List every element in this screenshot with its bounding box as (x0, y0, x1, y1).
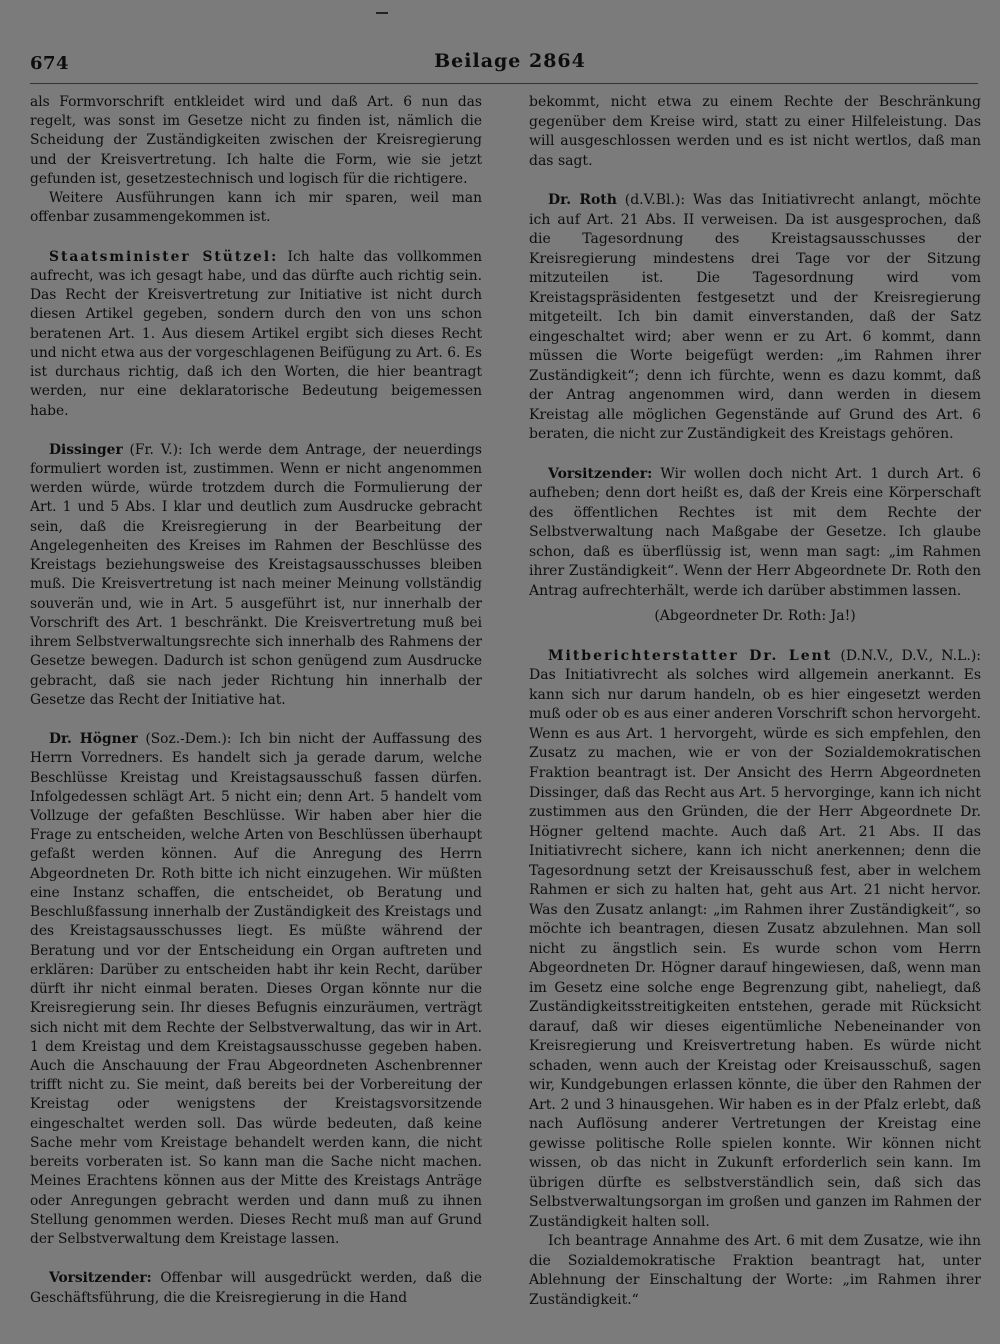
printer-mark (376, 12, 388, 14)
paragraph-text: Offenbar will ausgedrückt werden, daß die Geschäftsführung, die die Kreisregierung in die Hand (30, 1270, 482, 1306)
interjection: (Abgeordneter Dr. Roth: Ja!) (654, 608, 856, 625)
paragraph-text: (Fr. V.): Ich werde dem Antrage, der neuerdings formuliert worden ist, zustimmen. Wenn er nicht angenommen werden würde, würde trotzdem durch die Formulierung der Art. 1 und 5 Abs. I klar und deutlich zum Ausdrucke gebracht sein, daß die Kreisregierung in der Bearbeitung der Angelegenheiten des Kreises im Rahmen der Beschlüsse des Kreistags beziehungsweise des Kreistagsausschusses bleiben muß. Die Kreisvertretung ist nach meiner Meinung vollständig souverän und, wie in Art. 5 ausgeführt ist, nur innerhalb der Vorschrift des Art. 1 beschränkt. Die Kreisvertretung muß bei ihrem Selbstverwaltungsrechte sich innerhalb des Rahmens der Gesetze bewegen. Dadurch ist schon genügend zum Ausdrucke gebracht, daß sie nach jeder Richtung hin innerhalb der Gesetze das Recht der Initiative hat. (30, 441, 482, 708)
speech-paragraph (30, 1269, 482, 1307)
paragraph-text: Weitere Ausführungen kann ich mir sparen, weil man offenbar zusammengekommen ist. (30, 190, 482, 226)
paragraph-text: Ich halte das vollkommen aufrecht, was ich gesagt habe, und das dürfte auch richtig sein. Das Recht der Kreisvertretung zur Initiative ist nicht durch diesen Artikel gegeben, sondern durch den von uns schon beratenen Art. 1. Aus diesem Artikel ergibt sich dieses Recht und nicht etwa aus der vorgeschlagenen Beifügung zu Art. 6. Es ist durchaus richtig, daß ich den Worten, die hier beantragt werden, nur eine deklaratorische Bedeutung beigemessen habe. (30, 248, 482, 419)
paragraph (30, 189, 482, 227)
speaker-name: Dissinger (49, 441, 123, 458)
header-rule (30, 83, 978, 84)
speech-paragraph (30, 441, 482, 710)
paragraph-text: (Soz.-Dem.): Ich bin nicht der Auffassung des Herrn Vorredners. Es handelt sich ja gerade darum, welche Beschlüsse Kreistag und Kreistagsausschuß fassen dürfen. Infolgedessen schlägt Art. 5 nicht ein; denn Art. 5 handelt vom Vollzuge der gefaßten Beschlüsse. Wir haben aber hier die Frage zu entscheiden, welche Arten von Beschlüssen überhaupt gefaßt werden können. Auf die Anregung des Herrn Abgeordneten Dr. Roth bitte ich nicht einzugehen. Wir müßten eine Instanz schaffen, die entscheidet, ob Beratung und Beschlußfassung innerhalb der Zuständigkeit des Kreistags und des Kreistagsausschusses liegt. Es müßte während der Beratung und vor der Entscheidung ein Organ auftreten und erklären: Darüber zu entscheiden habt ihr kein Recht, darüber dürft ihr nicht einmal beraten. Dieses Organ könnte nur die Kreisregierung sein. Ihr dieses Befugnis einzuräumen, verträgt sich nicht mit dem Rechte der Selbstverwaltung, das wir in Art. 1 dem Kreistag und dem Kreistagsausschusse gegeben haben. Auch die Anschauung der Frau Abgeordneten Aschenbrenner trifft nicht zu. Sie meint, daß bereits bei der Vorbereitung der Kreistag oder wenigstens der Kreistagsvorsitzende eingeschaltet werden soll. Das würde bedeuten, daß keine Sache mehr vom Kreistage behandelt werden kann, die nicht bereits vorberaten ist. So kann man die Sache nicht machen. Meines Erachtens können aus der Mitte des Kreistags Anträge oder Anregungen gebracht werden und dann muß zu ihnen Stellung genommen werden. Dieses Recht muß man auf Grund der Selbstverwaltung dem Kreistage lassen. (30, 731, 483, 1248)
paragraph-text: (d.V.Bl.): Was das Initiativrecht anlangt, möchte ich auf Art. 21 Abs. II verweisen. Da ist ausgesprochen, daß die Tagesordnung des Kreistagsausschusses der Kreisregierung mindestens drei Tage vor der Sitzung mitzuteilen ist. Die Tagesordnung wird vom Kreistagspräsidenten festgesetzt und der Kreisregierung mitgeteilt. Ich bin damit einverstanden, daß der Satz eingeschaltet wird; aber wenn er zu Art. 6 kommt, dann müssen die Worte beigefügt werden: „im Rahmen ihrer Zuständigkeit“; denn ich fürchte, wenn es dazu kommt, daß der Antrag angenommen wird, dann werden in diesem Kreistag alle möglichen Gegenstände auf Grund des Art. 6 beraten, die nicht zur Zuständigkeit des Kreistags gehören. (529, 192, 981, 443)
speaker-name: Vorsitzender: (548, 465, 653, 482)
speaker-name: Staatsminister Stützel: (49, 248, 279, 265)
speech-paragraph (529, 647, 981, 1232)
speech-paragraph (529, 465, 981, 602)
page-number: 674 (30, 53, 70, 74)
paragraph-text: Wir wollen doch nicht Art. 1 durch Art. 6 aufheben; denn dort heißt es, daß der Kreis eine Körperschaft des öffentlichen Rechtes ist mit dem Rechte der Selbstverwaltung nach Maßgabe der Gesetze. Ich glaube schon, daß es überflüssig ist, wenn man sagt: „im Rahmen ihrer Zuständigkeit“. Wenn der Herr Abgeordnete Dr. Roth den Antrag aufrechterhält, werde ich darüber abstimmen lassen. (529, 465, 981, 599)
speaker-name: Dr. Högner (49, 731, 138, 748)
running-title: Beilage 2864 (434, 50, 586, 72)
speaker-name: Dr. Roth (548, 192, 617, 209)
paragraph (529, 1232, 981, 1310)
paragraph (529, 93, 981, 171)
left-column (30, 93, 482, 1308)
paragraph (30, 93, 482, 189)
paragraph-text: Ich beantrage Annahme des Art. 6 mit dem Zusatze, wie ihn die Sozialdemokratische Fraktion beantragt hat, unter Ablehnung der Einschaltung der Worte: „im Rahmen ihrer Zuständigkeit.“ (529, 1233, 981, 1308)
paragraph-text: als Formvorschrift entkleidet wird und daß Art. 6 nun das regelt, was sonst im Gesetze nicht zu finden ist, nämlich die Scheidung der Zuständigkeiten zwischen der Kreisregierung und der Kreisvertretung. Ich halte die Form, wie sie jetzt gefunden ist, gesetzestechnisch und logisch für die richtigere. (30, 94, 482, 187)
speech-paragraph (30, 248, 482, 421)
paragraph-text: bekommt, nicht etwa zu einem Rechte der Beschränkung gegenüber dem Kreise wird, statt zu einer Hilfeleistung. Das will ausgeschlossen werden und es ist nicht wertlos, daß man das sagt. (529, 94, 981, 169)
right-column (529, 93, 981, 1310)
paragraph-text: (D.N.V., D.V., N.L.): Das Initiativrecht als solches wird allgemein anerkannt. Es kann sich nur darum handeln, ob es hier eingesetzt werden muß oder ob es aus einer anderen Vorschrift schon hervorgeht. Wenn es aus Art. 1 hervorgeht, würde es sich empfehlen, den Zusatz zu machen, wie er von der Sozialdemokratischen Fraktion beantragt ist. Der Ansicht des Herrn Abgeordneten Dissinger, daß das Recht aus Art. 5 hervorginge, kann ich nicht zustimmen aus den Gründen, die der Herr Abgeordnete Dr. Högner geltend machte. Auch daß Art. 21 Abs. II das Initiativrecht sichere, kann ich nicht anerkennen; denn die Tagesordnung setzt der Kreisausschuß fest, aber in welchem Rahmen er sich zu halten hat, geht aus Art. 21 nicht hervor. Was den Zusatz anlangt: „im Rahmen ihrer Zuständigkeit“, so möchte ich beantragen, diesen Zusatz abzulehnen. Man soll nicht zu ängstlich sein. Es wurde schon vom Herrn Abgeordneten Dr. Högner darauf hingewiesen, daß, wenn man im Gesetz eine solche enge Begrenzung gibt, naheliegt, daß Zuständigkeitsstreitigkeiten entstehen, gerade mit Rücksicht darauf, daß wir dieses eigentümliche Nebeneinander von Kreisregierung und Kreisvertretung haben. Es würde nicht schaden, wenn auch der Kreistag oder Kreisausschuß, sagen wir, Kundgebungen erlassen könnte, die über den Rahmen der Art. 2 und 3 hinausgehen. Wir haben es in der Pfalz erlebt, daß nach Auflösung anderer Vertretungen der Kreistag eine gewisse politische Rolle spielen konnte. Wir können nicht wissen, ob das nicht in Zukunft erforderlich sein kann. Im übrigen dürfte es selbstverständlich sein, daß sich das Selbstverwaltungsorgan im großen und ganzen im Rahmen der Zuständigkeit halten soll. (529, 647, 982, 1230)
speaker-name: Vorsitzender: (49, 1270, 152, 1287)
speech-paragraph (30, 730, 482, 1249)
speech-paragraph (529, 191, 981, 445)
speaker-name: Mitberichterstatter Dr. Lent (548, 647, 833, 664)
